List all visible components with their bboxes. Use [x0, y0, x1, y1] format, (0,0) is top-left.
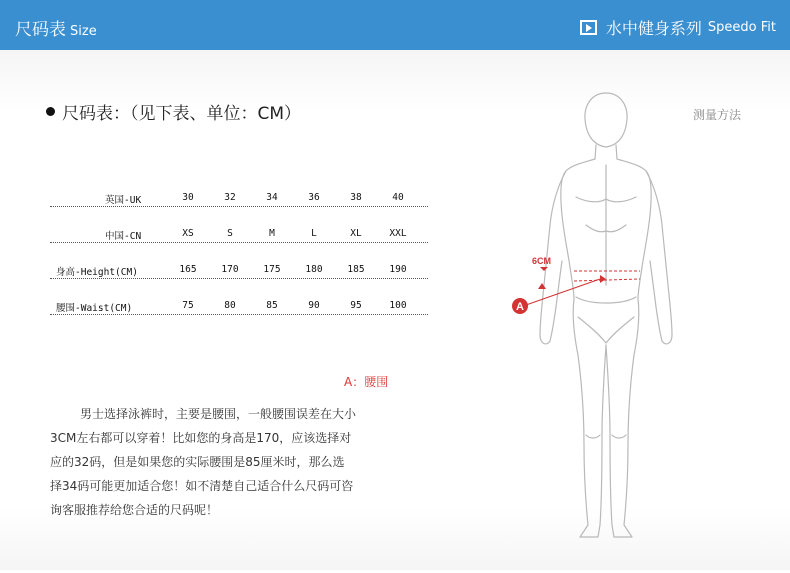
- header-title-cn: 尺码表: [15, 20, 66, 40]
- table-cell: 40: [392, 192, 404, 203]
- table-cell: M: [269, 228, 275, 239]
- header-series-cn: 水中健身系列: [605, 19, 702, 38]
- table-cell: 180: [305, 264, 323, 275]
- table-cell: 32: [224, 192, 236, 203]
- table-cell: S: [227, 228, 233, 239]
- play-icon[interactable]: [580, 20, 597, 35]
- table-cell: 190: [389, 264, 407, 275]
- offset-label: 6CM: [532, 256, 552, 266]
- down-arrow-icon: [540, 267, 548, 271]
- table-cell: 170: [221, 264, 239, 275]
- row-label: 腰围-Waist(CM): [56, 303, 133, 314]
- table-cell: 30: [182, 192, 194, 203]
- table-row: [50, 262, 428, 279]
- table-row: [50, 190, 428, 207]
- body-measurement-figure: [500, 85, 710, 555]
- marker-a-text: A: [516, 301, 524, 313]
- section-title: [46, 99, 301, 124]
- paragraph-line: 询客服推荐给您合适的尺码呢！: [50, 503, 219, 517]
- paragraph-line: 应的32码，但是如果您的实际腰围是85厘米时，那么选: [50, 455, 345, 469]
- size-table: [50, 190, 428, 315]
- table-cell: 36: [308, 192, 320, 203]
- waist-measure-label: A：腰围: [344, 375, 389, 389]
- header-bar: [0, 0, 790, 50]
- row-label: 身高-Height(CM): [56, 267, 138, 278]
- paragraph-line: 3CM左右都可以穿着！比如您的身高是170，应该选择对: [50, 431, 352, 445]
- table-row: [50, 298, 428, 315]
- measure-method-label: 测量方法: [693, 108, 742, 122]
- section-title-text: 尺码表：（见下表、单位：CM）: [62, 104, 302, 124]
- table-cell: XL: [350, 228, 362, 239]
- row-label: 中国-CN: [105, 231, 142, 242]
- table-cell: 85: [266, 300, 278, 311]
- waist-arrow-icon: [600, 275, 606, 283]
- header-series-en: Speedo Fit: [707, 20, 776, 35]
- table-cell: 100: [389, 300, 407, 311]
- size-advice-paragraph: [50, 402, 410, 522]
- up-arrow-icon: [538, 283, 546, 289]
- table-cell: 34: [266, 192, 278, 203]
- table-cell: L: [311, 228, 317, 239]
- table-cell: 75: [182, 300, 194, 311]
- row-label: 英国-UK: [105, 195, 142, 206]
- header-title-en: Size: [70, 24, 97, 39]
- human-figure-outline: [540, 93, 672, 537]
- table-cell: 165: [179, 264, 197, 275]
- table-cell: XS: [182, 228, 194, 239]
- table-cell: 185: [347, 264, 365, 275]
- header-series[interactable]: [580, 16, 776, 39]
- header-title: [15, 15, 97, 40]
- paragraph-line: 择34码可能更加适合您！如不清楚自己适合什么尺码可咨: [50, 479, 354, 493]
- table-row: [50, 226, 428, 243]
- table-cell: 175: [263, 264, 281, 275]
- table-cell: 95: [350, 300, 362, 311]
- table-cell: XXL: [389, 228, 407, 239]
- paragraph-line: 男士选择泳裤时，主要是腰围，一般腰围误差在大小: [80, 407, 357, 421]
- table-cell: 90: [308, 300, 320, 311]
- table-cell: 38: [350, 192, 362, 203]
- table-cell: 80: [224, 300, 236, 311]
- bullet-icon: [46, 107, 55, 116]
